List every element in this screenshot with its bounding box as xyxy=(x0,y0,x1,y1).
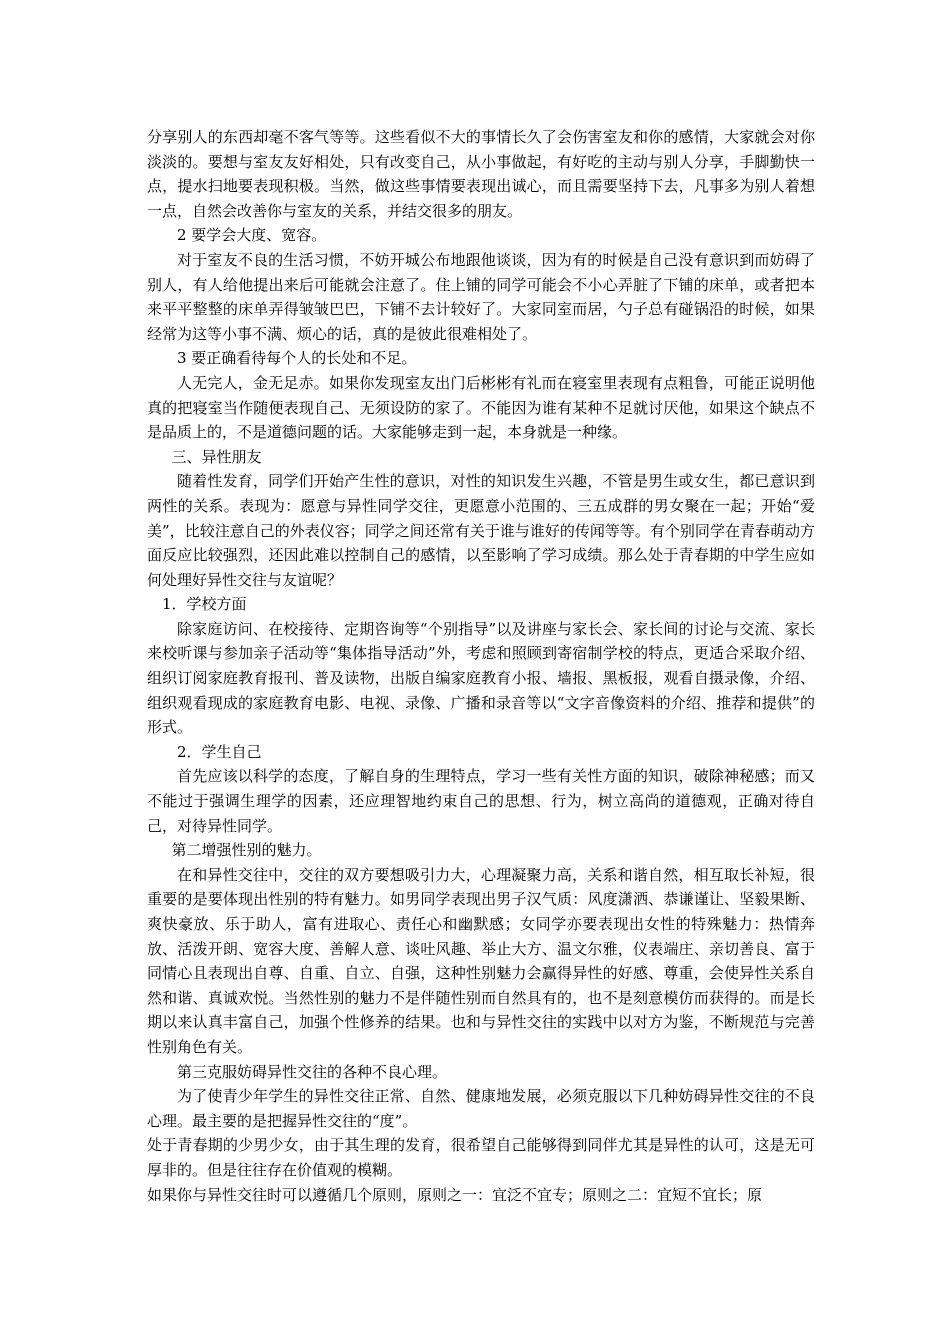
list-item-heading: 3 要正确看待每个人的长处和不足。 xyxy=(177,349,417,368)
paragraph: 除家庭访问、在校接待、定期咨询等“个别指导”以及讲座与家长会、家长间的讨论与交流、家长来校听课与参加亲子活动等“集体指导活动”外，考虑和照顾到寄宿制学校的特点，更适合采取介绍、组织订阅家庭教育报刊、普及读物，出版自编家庭教育小报、墙报、黑板报，观看自摄录像，介绍、组织观看现成的家庭教育电影、电视、录像、广播和录音等以“文字音像资料的介绍、推荐和提供”的形式。 xyxy=(147,619,815,737)
paragraph: 人无完人，金无足赤。如果你发现室友出门后彬彬有礼而在寝室里表现有点粗鲁，可能正说明他真的把寝室当作随便表现自己、无须设防的家了。不能因为谁有某种不足就讨厌他，如果这个缺点不是品质上的，不是道德问题的话。大家能够走到一起，本身就是一种缘。 xyxy=(147,373,815,442)
paragraph: 对于室友不良的生活习惯，不妨开城公布地跟他谈谈，因为有的时候是自己没有意识到而妨碍了别人，有人给他提出来后可能就会注意了。住上铺的同学可能会不小心弄脏了下铺的床单，或者把本来平平整整的床单弄得皱皱巴巴，下铺不去计较好了。大家同室而居，勺子总有碰锅沿的时候，如果经常为这等小事不满、烦心的话，真的是彼此很难相处了。 xyxy=(147,250,815,343)
paragraph: 在和异性交往中，交往的双方要想吸引力大，心理凝聚力高，关系和谐自然，相互取长补短，很重要的是要体现出性别的特有魅力。如男同学表现出男子汉气质：风度潇洒、恭谦谨让、坚毅果断、爽快豪放、乐于助人，富有进取心、责任心和幽默感；女同学亦要表现出女性的特殊魅力：热情奔放、活泼开朗、宽容大度、善解人意、谈吐风趣、举止大方、温文尔雅，仪表端庄、亲切善良、富于同情心且表现出自尊、自重、自立、自强，这种性别魅力会赢得异性的好感、尊重，会使异性关系自然和谐、真诚欢悦。当然性别的魅力不是伴随性别而自然具有的，也不是刻意模仿而获得的。而是长期以来认真丰富自己，加强个性修养的结果。也和与异性交往的实践中以对方为鉴，不断规范与完善性别角色有关。 xyxy=(147,865,815,1056)
section-heading: 第三克服妨碍异性交往的各种不良心理。 xyxy=(177,1062,448,1081)
paragraph: 分享别人的东西却毫不客气等等。这些看似不大的事情长久了会伤害室友和你的感情，大家就会对你淡淡的。要想与室友友好相处，只有改变自己，从小事做起，有好吃的主动与别人分享，手脚勤快一点，提水扫地要表现积极。当然，做这些事情要表现出诚心，而且需要坚持下去，凡事多为别人着想一点，自然会改善你与室友的关系，并结交很多的朋友。 xyxy=(147,128,815,220)
paragraph: 处于青春期的少男少女，由于其生理的发育，很希望自己能够得到同伴尤其是异性的认可，这是无可厚非的。但是往往存在价值观的模糊。 xyxy=(147,1136,815,1179)
paragraph: 如果你与异性交往时可以遵循几个原则，原则之一：宜泛不宜专；原则之二：宜短不宜长；原 xyxy=(147,1185,763,1204)
subsection-heading: 2．学生自己 xyxy=(177,742,262,761)
list-item-heading: 2 要学会大度、宽容。 xyxy=(177,226,327,245)
section-heading: 第二增强性别的魅力。 xyxy=(162,841,322,860)
subsection-heading: 1．学校方面 xyxy=(162,595,247,614)
paragraph: 为了使青少年学生的异性交往正常、自然、健康地发展，必须克服以下几种妨碍异性交往的不良心理。最主要的是把握异性交往的“度”。 xyxy=(147,1087,815,1130)
paragraph: 首先应该以科学的态度，了解自身的生理特点，学习一些有关性方面的知识，破除神秘感；而又不能过于强调生理学的因素，还应理智地约束自己的思想、行为，树立高尚的道德观，正确对待自己，对待异性同学。 xyxy=(147,767,815,835)
document-body xyxy=(147,125,815,1207)
paragraph: 随着性发育，同学们开始产生性的意识，对性的知识发生兴趣，不管是男生或女生，都已意识到两性的关系。表现为：愿意与异性同学交往，更愿意小范围的、三五成群的男女聚在一起；开始“爱美”，比较注意自己的外表仪容；同学之间还常有关于谁与谁好的传闻等等。有个别同学在青春萌动方面反应比较强烈，还因此难以控制自己的感情，以至影响了学习成绩。那么处于青春期的中学生应如何处理好异性交往与友谊呢？ xyxy=(147,472,815,589)
section-heading: 三、异性朋友 xyxy=(162,447,262,466)
